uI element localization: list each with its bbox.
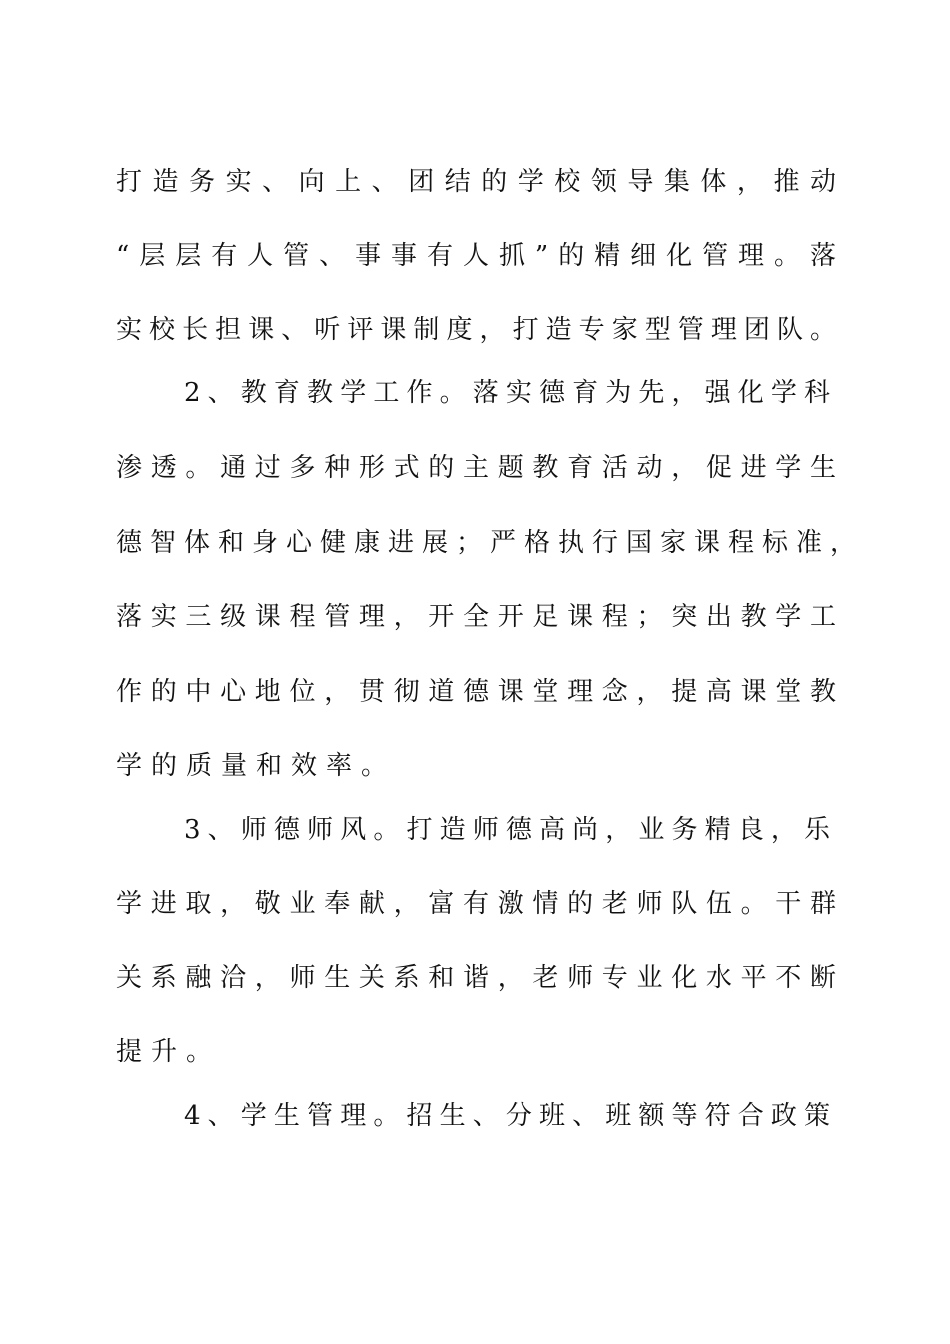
text-line-14: 4、学生管理。招生、分班、班额等符合政策 <box>184 1101 830 1131</box>
text-line-7: 落实三级课程管理，开全开足课程；突出教学工 <box>116 602 836 632</box>
text-line-11: 学进取，敬业奉献，富有激情的老师队伍。干群 <box>116 889 836 919</box>
text-line-6: 德智体和身心健康进展；严格执行国家课程标准， <box>116 528 856 558</box>
text-line-4: 2、教育教学工作。落实德育为先，强化学科 <box>184 378 830 408</box>
text-line-9: 学的质量和效率。 <box>116 751 397 781</box>
text-line-13: 提升。 <box>116 1037 222 1067</box>
text-line-8: 作的中心地位，贯彻道德课堂理念，提高课堂教 <box>116 677 836 707</box>
text-line-3: 实校长担课、听评课制度，打造专家型管理团队。 <box>116 315 836 345</box>
text-line-10: 3、师德师风。打造师德高尚，业务精良，乐 <box>184 815 830 845</box>
text-line-1: 打造务实、向上、团结的学校领导集体，推动 <box>116 167 836 197</box>
text-line-12: 关系融洽，师生关系和谐，老师专业化水平不断 <box>116 963 836 993</box>
text-line-5: 渗透。通过多种形式的主题教育活动，促进学生 <box>116 453 836 483</box>
text-line-2: “层层有人管、事事有人抓”的精细化管理。落 <box>116 241 836 271</box>
